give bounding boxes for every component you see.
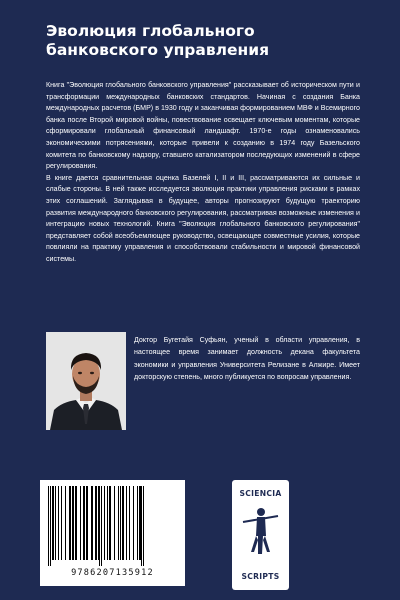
barcode-bar xyxy=(61,486,62,560)
barcode-bar xyxy=(95,486,97,560)
description-paragraph-1: Книга "Эволюция глобального банковского управления" рассказывает об историческом пути и трансформации международных банковских стандартов. Начиная с создания Банка международных расчетов (БМР) в 1930 году и заканчивая формированием МВФ и Всемирного банка после Второй мировой войны, повествование освещает ключевым моментам, которые сформировали глобальный финансовый ландшафт. 1970-е годы ознаменовались экономическими потрясениями, которые привели к созданию в 1974 году Базельского комитета по банковскому надзору, ставшего катализатором последующих изменений в сфере регулирования. xyxy=(46,81,360,171)
barcode-bar xyxy=(58,486,59,560)
barcode-bar xyxy=(118,486,119,560)
publisher-name-line2: SCRIPTS xyxy=(241,572,280,581)
barcode-bar xyxy=(141,486,142,566)
barcode-bar xyxy=(137,486,138,560)
barcode-bar xyxy=(99,486,100,566)
barcode-bar xyxy=(101,486,102,566)
barcode-bar xyxy=(65,486,66,560)
barcode-bar xyxy=(126,486,127,560)
author-bio: Доктор Бугетайя Суфьян, ученый в области управления, в настоящее время занимает должность декана факультета экономики и управления Университета Релизане в Алжире. Имеет докторскую степень, много публикуется по вопросам управления. xyxy=(134,336,360,382)
barcode-bar xyxy=(80,486,81,560)
isbn-number: 9786207135912 xyxy=(71,568,154,578)
barcode-bars xyxy=(46,486,179,566)
barcode-bar xyxy=(48,486,49,566)
barcode-bar xyxy=(109,486,111,560)
publisher-emblem-icon xyxy=(239,502,282,568)
publisher-logo xyxy=(232,480,289,590)
description-paragraph-2: В книге дается сравнительная оценка Базелей I, II и III, рассматриваются их сильные и слабые стороны. В ней также исследуется эволюция практики управления рисками в рамках этих соглашений. Заглядывая в будущее, авторы прогнозируют будущую траекторию развития международного банковского регулирования, рассматривая возможные изменения и интеграцию новых технологий. Книга "Эволюция глобального банковского регулирования" представляет собой всеобъемлющее руководство, освещающее совместные усилия, которые повлияли на практику управления и способствовали стабильности и мировой финансовой системы. xyxy=(46,173,360,263)
barcode-bar xyxy=(75,486,77,560)
barcode-bar xyxy=(122,486,124,560)
barcode-bar xyxy=(86,486,88,560)
book-description xyxy=(46,80,360,266)
publisher-name-line1: SCIENCIA xyxy=(239,489,282,498)
barcode-bar xyxy=(139,486,141,560)
barcode-bar xyxy=(50,486,51,566)
barcode-bar xyxy=(83,486,85,560)
barcode-bar xyxy=(72,486,74,560)
barcode-bar xyxy=(69,486,71,560)
barcode-bar xyxy=(114,486,115,560)
barcode-bar xyxy=(120,486,121,560)
barcode-bar xyxy=(52,486,54,560)
barcode-bar xyxy=(91,486,93,560)
barcode-bar xyxy=(107,486,108,560)
barcode-bar xyxy=(129,486,130,560)
barcode-bar xyxy=(55,486,56,560)
book-title: Эволюция глобального банковского управления xyxy=(46,22,270,59)
barcode-bar xyxy=(104,486,105,560)
barcode-bar xyxy=(143,486,144,566)
author-photo xyxy=(46,332,126,430)
barcode-bar xyxy=(98,486,99,560)
barcode xyxy=(40,480,185,586)
barcode-bar xyxy=(133,486,134,560)
